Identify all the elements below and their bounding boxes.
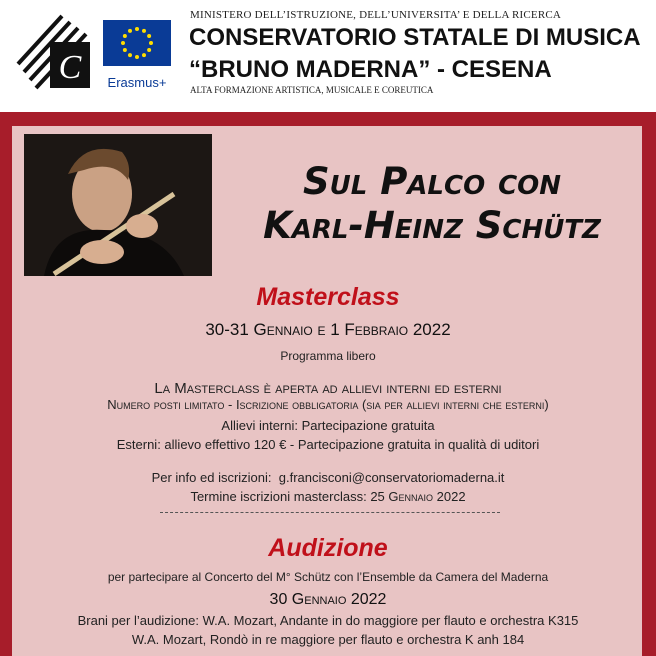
masterclass-deadline (0, 489, 656, 504)
conservatory-place: “BRUNO MADERNA” - CESENA (189, 56, 552, 83)
audizione-pieces-2: W.A. Mozart, Rondò in re maggiore per flauto e orchestra K anh 184 (131, 632, 525, 647)
eu-star-icon (128, 53, 132, 57)
svg-text:C: C (58, 49, 82, 86)
eu-flag-icon (103, 20, 171, 66)
masterclass-internal: Allievi interni: Partecipazione gratuita (221, 418, 435, 433)
audizione-pieces-1: Brani per l’audizione: W.A. Mozart, Andante in do maggiore per flauto e orchestra K315 (77, 613, 579, 628)
erasmus-label: Erasmus+ (107, 75, 167, 90)
event-title (222, 160, 642, 248)
flutist-photo (24, 134, 212, 276)
conservatory-name: CONSERVATORIO STATALE DI MUSICA (189, 24, 641, 51)
title-line-2: Karl-Heinz Schütz (263, 204, 601, 247)
eu-star-icon (135, 55, 139, 59)
eu-star-icon (121, 41, 125, 45)
eu-star-icon (135, 27, 139, 31)
section-divider (160, 512, 500, 513)
eu-star-icon (142, 29, 146, 33)
eu-star-icon (123, 34, 127, 38)
eu-star-icon (128, 29, 132, 33)
erasmus-logo (103, 20, 171, 92)
masterclass-dates: 30-31 Gennaio e 1 Febbraio 2022 (205, 320, 451, 339)
audizione-purpose: per partecipare al Concerto del M° Schütz con l’Ensemble da Camera del Maderna (107, 570, 549, 584)
title-line-1: Sul Palco con (302, 160, 562, 203)
deadline-date: 25 Gennaio 2022 (370, 489, 466, 504)
eu-star-icon (142, 53, 146, 57)
info-email-link[interactable]: g.francisconi@conservatoriomaderna.it (278, 470, 505, 485)
conservatory-logo-icon (14, 12, 94, 92)
masterclass-program: Programma libero (280, 349, 376, 363)
eu-star-icon (123, 48, 127, 52)
masterclass-external: Esterni: allievo effettivo 120 € - Partecipazione gratuita in qualità di uditori (116, 437, 540, 452)
masterclass-limited: Numero posti limitato - Iscrizione obbligatoria (sia per allievi interni che esterni) (107, 397, 549, 412)
masterclass-info (0, 470, 656, 485)
letterhead (0, 0, 656, 112)
info-label: Per info ed iscrizioni: (151, 470, 272, 485)
masterclass-open-to: La Masterclass è aperta ad allievi interni ed esterni (154, 380, 502, 397)
audizione-heading: Audizione (268, 534, 388, 562)
eu-star-icon (149, 41, 153, 45)
eu-star-icon (147, 48, 151, 52)
masterclass-heading: Masterclass (256, 283, 400, 311)
ministry-line: MINISTERO DELL’ISTRUZIONE, DELL’UNIVERSITA’ E DELLA RICERCA (190, 9, 562, 21)
afam-line: ALTA FORMAZIONE ARTISTICA, MUSICALE E COREUTICA (190, 85, 434, 95)
deadline-label: Termine iscrizioni masterclass: (190, 489, 367, 504)
eu-star-icon (147, 34, 151, 38)
audizione-date: 30 Gennaio 2022 (269, 591, 387, 608)
